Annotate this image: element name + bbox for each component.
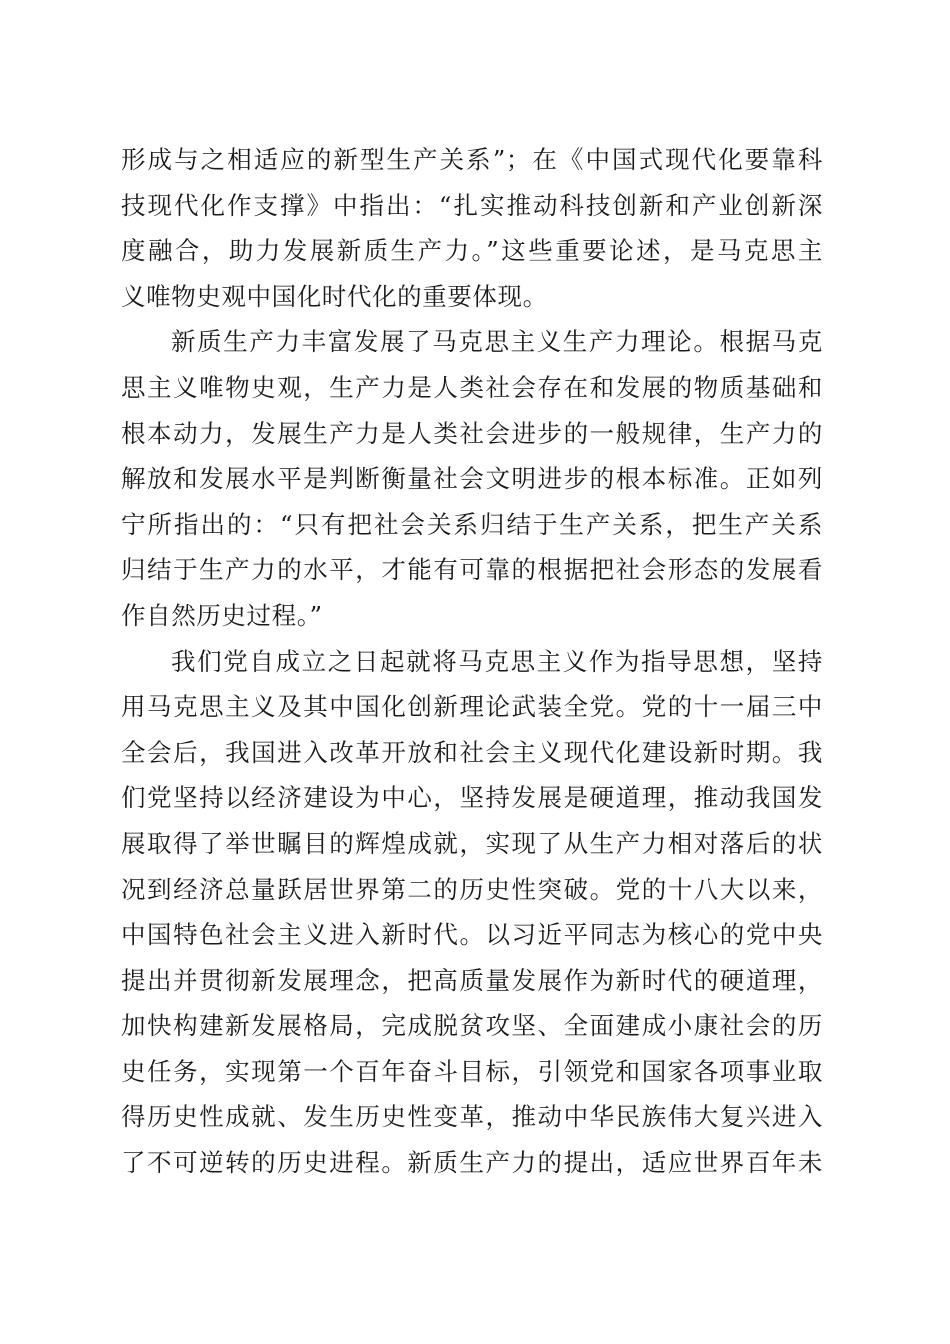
document-body: [121, 137, 823, 1186]
paragraph-2: [121, 319, 823, 638]
text-line: 度融合，助力发展新质生产力。”这些重要论述，是马克思主: [121, 236, 823, 266]
text-line: 展取得了举世瞩目的辉煌成就，实现了从生产力相对落后的状: [121, 828, 823, 858]
text-line: 得历史性成就、发生历史性变革，推动中华民族伟大复兴进入: [121, 1102, 823, 1132]
text-line: 全会后，我国进入改革开放和社会主义现代化建设新时期。我: [121, 737, 823, 767]
text-line: 中国特色社会主义进入新时代。以习近平同志为核心的党中央: [121, 920, 823, 950]
text-line: 我们党自成立之日起就将马克思主义作为指导思想，坚持: [171, 646, 823, 676]
paragraph-3: [121, 639, 823, 1186]
text-line: 用马克思主义及其中国化创新理论武装全党。党的十一届三中: [121, 692, 823, 722]
text-line: 作自然历史过程。”: [121, 600, 323, 630]
text-line: 况到经济总量跃居世界第二的历史性突破。党的十八大以来，: [121, 874, 823, 904]
paragraph-1: [121, 137, 823, 319]
text-line: 根本动力，发展生产力是人类社会进步的一般规律，生产力的: [121, 418, 823, 448]
text-line: 提出并贯彻新发展理念，把高质量发展作为新时代的硬道理，: [121, 965, 823, 995]
text-line: 新质生产力丰富发展了马克思主义生产力理论。根据马克: [171, 327, 823, 357]
text-line: 史任务，实现第一个百年奋斗目标，引领党和国家各项事业取: [121, 1056, 823, 1086]
text-line: 了不可逆转的历史进程。新质生产力的提出，适应世界百年未: [121, 1148, 823, 1178]
text-line: 解放和发展水平是判断衡量社会文明进步的根本标准。正如列: [121, 464, 823, 494]
text-line: 宁所指出的：“只有把社会关系归结于生产关系，把生产关系: [121, 509, 823, 539]
text-line: 技现代化作支撑》中指出：“扎实推动科技创新和产业创新深: [121, 190, 823, 220]
text-line: 思主义唯物史观，生产力是人类社会存在和发展的物质基础和: [121, 372, 823, 402]
text-line: 归结于生产力的水平，才能有可靠的根据把社会形态的发展看: [121, 555, 823, 585]
text-line: 们党坚持以经济建设为中心，坚持发展是硬道理，推动我国发: [121, 783, 823, 813]
text-line: 义唯物史观中国化时代化的重要体现。: [121, 281, 548, 311]
text-line: 形成与之相适应的新型生产关系”；在《中国式现代化要靠科: [121, 145, 823, 174]
text-line: 加快构建新发展格局，完成脱贫攻坚、全面建成小康社会的历: [121, 1011, 823, 1041]
